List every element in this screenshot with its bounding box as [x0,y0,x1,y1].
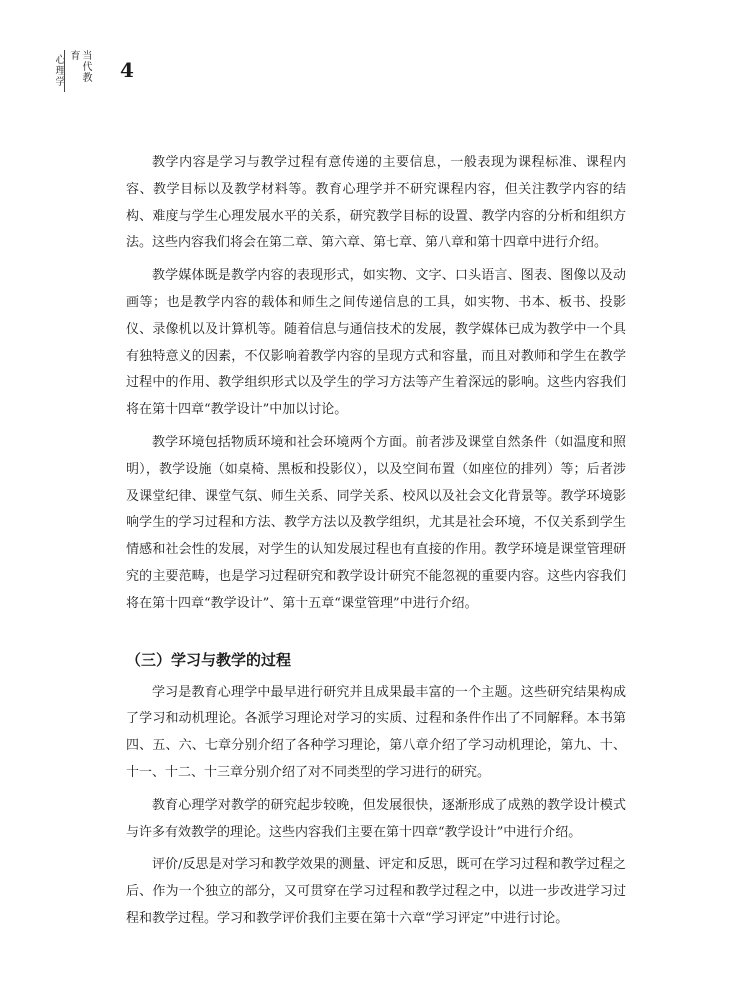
paragraph-teaching-content: 教学内容是学习与教学过程有意传递的主要信息，一般表现为课程标准、课程内容、教学目标以及教学材料等。教育心理学并不研究课程内容，但关注教学内容的结构、难度与学生心理发展水平的关系，研究教学目标的设置、教学内容的分析和组织方法。这些内容我们将会在第二章、第六章、第七章、第八章和第十四章中进行介绍。 [126,155,626,251]
header-book-title: 当代教育 [68,50,91,83]
paragraph-teaching-process: 教育心理学对教学的研究起步较晚，但发展很快，逐渐形成了成熟的教学设计模式与许多有效教学的理论。这些内容我们主要在第十四章“教学设计”中进行介绍。 [126,797,626,840]
page-body [126,150,626,939]
page-number: 4 [120,58,134,82]
paragraph-teaching-media: 教学媒体既是教学内容的表现形式，如实物、文字、口头语言、图表、图像以及动画等；也是教学内容的载体和师生之间传递信息的工具，如实物、书本、板书、投影仪、录像机以及计算机等。随着信息与通信技术的发展，教学媒体已成为教学中一个具有独特意义的因素，不仅影响着教学内容的呈现方式和容量，而且对教师和学生在教学过程中的作用、教学组织形式以及学生的学习方法等产生着深远的影响。这些内容我们将在第十四章“教学设计”中加以讨论。 [126,268,626,418]
header-divider [64,50,65,92]
section-heading: （三）学习与教学的过程 [126,650,292,669]
paragraph-teaching-environment: 教学环境包括物质环境和社会环境两个方面。前者涉及课堂自然条件（如温度和照明），教学设施（如桌椅、黑板和投影仪），以及空间布置（如座位的排列）等；后者涉及课堂纪律、课堂气氛、师生关系、同学关系、校风以及社会文化背景等。教学环境影响学生的学习过程和方法、教学方法以及教学组织，尤其是社会环境，不仅关系到学生情感和社会性的发展，对学生的认知发展过程也有直接的作用。教学环境是课堂管理研究的主要范畴，也是学习过程研究和教学设计研究不能忽视的重要内容。这些内容我们将在第十四章“教学设计”、第十五章“课堂管理”中进行介绍。 [126,434,626,611]
paragraph-evaluation-reflection: 评价/反思是对学习和教学效果的测量、评定和反思，既可在学习过程和教学过程之后、作为一个独立的部分，又可贯穿在学习过程和教学过程之中，以进一步改进学习过程和教学过程。学习和教学评价我们主要在第十六章“学习评定”中进行讨论。 [126,857,626,926]
header-subject: 心理学 [53,54,64,87]
paragraph-learning-process: 学习是教育心理学中最早进行研究并且成果最丰富的一个主题。这些研究结果构成了学习和动机理论。各派学习理论对学习的实质、过程和条件作出了不同解释。本书第四、五、六、七章分别介绍了各种学习理论，第八章介绍了学习动机理论，第九、十、十一、十二、十三章分别介绍了对不同类型的学习进行的研究。 [126,684,626,780]
